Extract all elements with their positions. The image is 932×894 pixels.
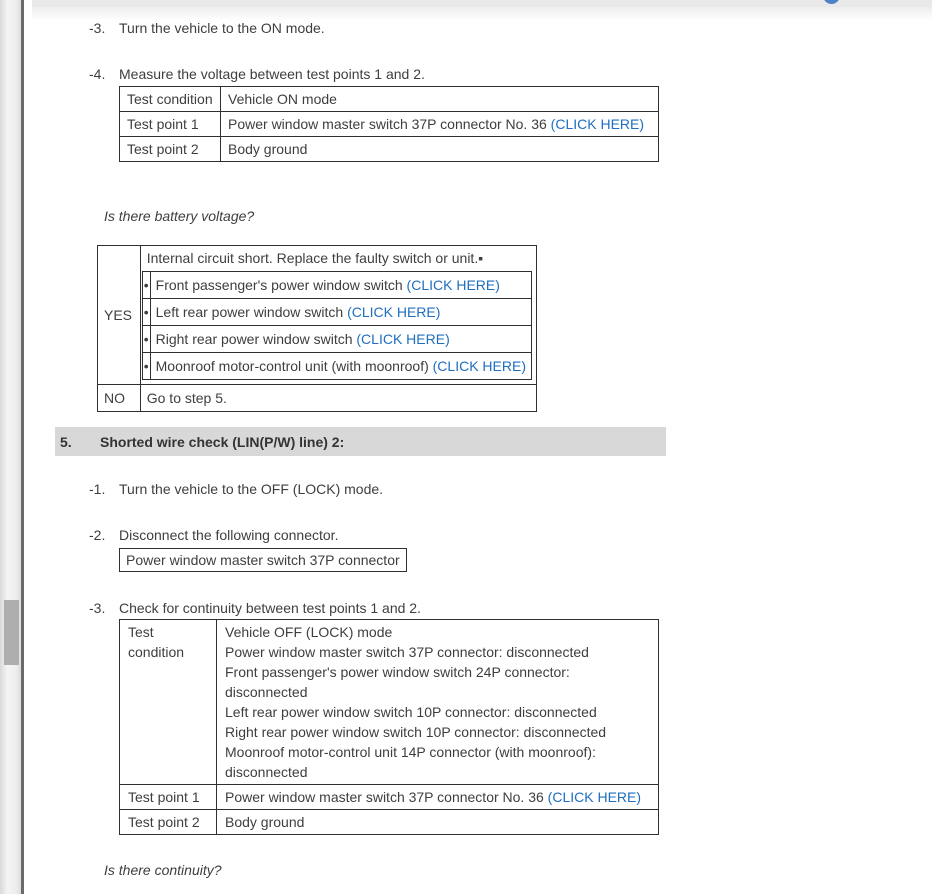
- condition-line: Right rear power window switch 10P connector: disconnected: [225, 724, 607, 740]
- row-value: [217, 785, 659, 810]
- list-item-text: [150, 326, 531, 353]
- substep-text: Turn the vehicle to the ON mode.: [119, 20, 325, 36]
- question-battery-voltage: Is there battery voltage?: [104, 208, 255, 224]
- scrollbar-thumb[interactable]: [4, 600, 19, 665]
- item-text: Left rear power window switch: [155, 304, 348, 320]
- row-value: [221, 112, 659, 137]
- list-item-text: [150, 299, 531, 326]
- decision-table: [97, 245, 537, 412]
- substep-line: [89, 20, 325, 37]
- condition-line: Power window master switch 37P connector: disconnected: [225, 644, 589, 660]
- condition-line: Moonroof motor-control unit 14P connector (with moonroof):: [225, 744, 596, 760]
- row-label: Test condition: [120, 87, 221, 112]
- click-here-link[interactable]: (CLICK HERE): [347, 304, 441, 320]
- question-continuity: Is there continuity?: [104, 862, 222, 878]
- connector-box: Power window master switch 37P connector: [119, 548, 407, 572]
- table-row: [120, 785, 659, 810]
- condition-line: Front passenger's power window switch 24P connector:: [225, 664, 570, 680]
- click-here-link[interactable]: (CLICK HERE): [547, 789, 642, 805]
- substep-line: [89, 481, 383, 498]
- list-item: [142, 353, 531, 380]
- yes-label: YES: [98, 246, 141, 385]
- no-result-text: Go to step 5.: [140, 385, 536, 412]
- substep-line: [89, 600, 421, 617]
- substep-number: -3.: [89, 20, 106, 36]
- continuity-test-table: [119, 619, 659, 835]
- row-value: Vehicle ON mode: [221, 87, 659, 112]
- table-row: [120, 137, 659, 162]
- yes-content-cell: [140, 246, 536, 385]
- yes-result-text: Internal circuit short. Replace the faulty switch or unit.▪: [146, 250, 484, 266]
- condition-line: disconnected: [225, 764, 308, 780]
- content-divider-line: [21, 0, 24, 894]
- substep-number: -3.: [89, 600, 106, 616]
- substep-text: Measure the voltage between test points 1 and 2.: [119, 66, 425, 82]
- substep-number: -2.: [89, 527, 106, 543]
- substep-text: Turn the vehicle to the OFF (LOCK) mode.: [119, 481, 384, 497]
- list-item: [142, 326, 531, 353]
- row-value: Body ground: [221, 137, 659, 162]
- row-label: Test point 1: [120, 785, 217, 810]
- click-here-link[interactable]: (CLICK HERE): [432, 358, 526, 374]
- click-here-link[interactable]: (CLICK HERE): [356, 331, 450, 347]
- substep-number: -1.: [89, 481, 106, 497]
- page-top-shadow: [32, 7, 932, 21]
- substep-text: Disconnect the following connector.: [119, 527, 339, 543]
- step-5-heading: [55, 427, 666, 456]
- list-item-text: [150, 353, 531, 380]
- row-value-text: Power window master switch 37P connector No. 36: [225, 789, 548, 805]
- step-number: 5.: [60, 433, 72, 450]
- scrollbar-track[interactable]: [0, 0, 21, 894]
- step-title: Shorted wire check (LIN(P/W) line) 2:: [100, 433, 345, 450]
- substep-line: [89, 527, 338, 544]
- decision-no-row: [98, 385, 537, 412]
- row-value-text: Power window master switch 37P connector No. 36: [228, 116, 551, 132]
- substep-line: [89, 66, 425, 83]
- item-text: Moonroof motor-control unit (with moonroof): [155, 358, 433, 374]
- list-item-text: [150, 272, 531, 299]
- table-row: [120, 620, 659, 785]
- row-value: Body ground: [217, 810, 659, 835]
- row-label: Test point 1: [120, 112, 221, 137]
- substep-text: Check for continuity between test points 1 and 2.: [119, 600, 421, 616]
- click-here-link[interactable]: (CLICK HERE): [406, 277, 500, 293]
- bullet: •: [142, 353, 150, 380]
- decision-yes-row: [98, 246, 537, 385]
- row-label: Test point 2: [120, 137, 221, 162]
- voltage-test-table: [119, 86, 659, 162]
- row-label: Test condition: [120, 620, 217, 785]
- condition-cell: [217, 620, 659, 785]
- condition-line: Vehicle OFF (LOCK) mode: [225, 624, 393, 640]
- item-text: Right rear power window switch: [155, 331, 357, 347]
- no-label: NO: [98, 385, 141, 412]
- item-text: Front passenger's power window switch: [155, 277, 407, 293]
- bullet: •: [142, 299, 150, 326]
- list-item: [142, 299, 531, 326]
- condition-line: Left rear power window switch 10P connector: disconnected: [225, 704, 597, 720]
- table-row: [120, 112, 659, 137]
- click-here-link[interactable]: (CLICK HERE): [550, 116, 645, 132]
- bullet: •: [142, 326, 150, 353]
- substep-number: -4.: [89, 66, 106, 82]
- table-row: [120, 87, 659, 112]
- bullet: •: [142, 272, 150, 299]
- row-label: Test point 2: [120, 810, 217, 835]
- table-row: [120, 810, 659, 835]
- faulty-unit-list-table: [142, 271, 532, 380]
- condition-line: disconnected: [225, 684, 308, 700]
- list-item: [142, 272, 531, 299]
- page-top-bar: [32, 0, 932, 7]
